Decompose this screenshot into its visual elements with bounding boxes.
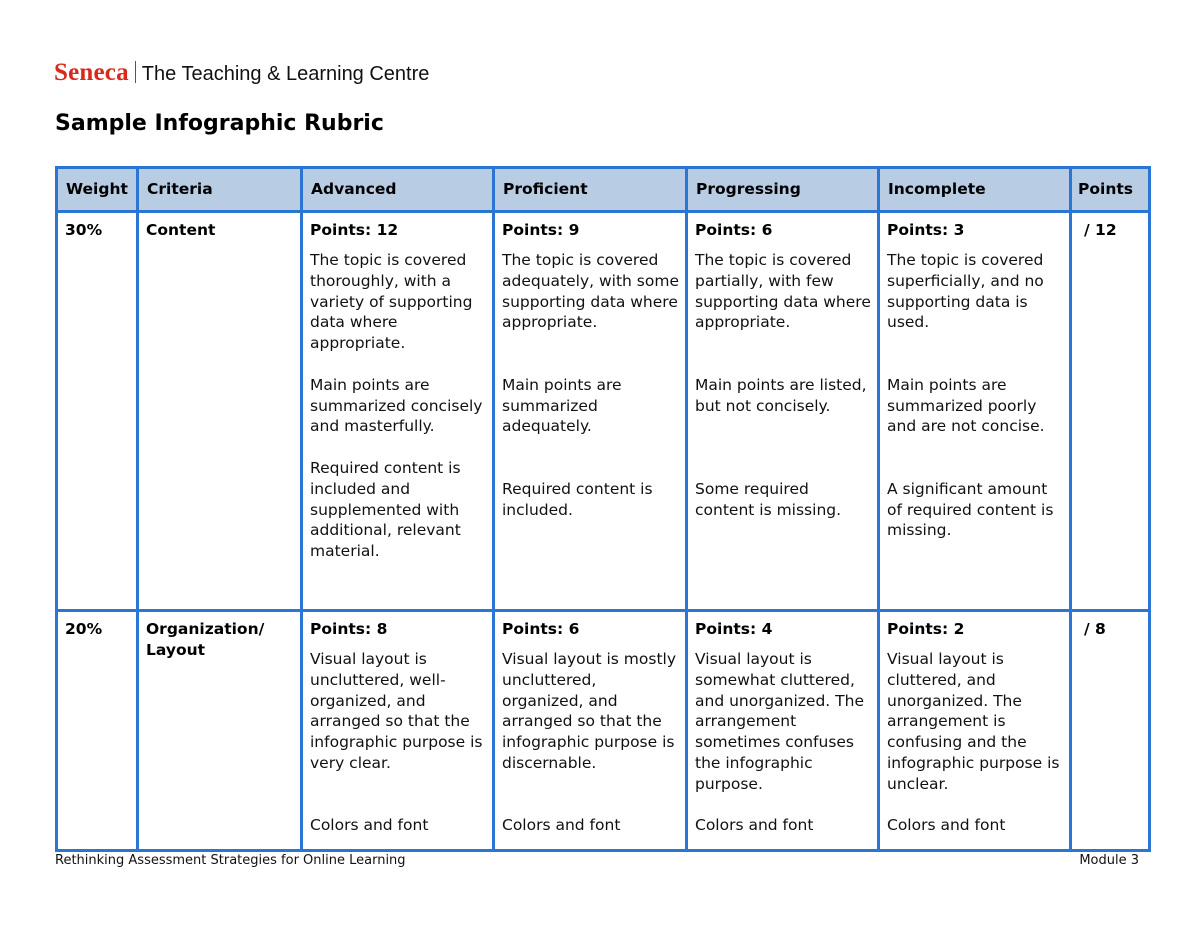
level-points: Points: 3 xyxy=(887,221,965,239)
descriptor-text: Visual layout is uncluttered, well-organized, and arranged so that the infographic purpose is very clear. xyxy=(310,650,483,772)
descriptor-text: Colors and font xyxy=(887,816,1006,835)
descriptor-text: Main points are listed, but not concisely. xyxy=(695,375,867,415)
level-description xyxy=(887,649,1063,836)
descriptor-text: Main points are summarized concisely and masterfully. xyxy=(310,375,483,436)
level-points: Points: 12 xyxy=(310,221,399,239)
column-header-weight: Weight xyxy=(57,168,138,212)
descriptor-text: The topic is covered adequately, with some supporting data where appropriate. xyxy=(502,251,679,332)
descriptor-text: Visual layout is mostly uncluttered, organized, and arranged so that the infographic purpose is discernable. xyxy=(502,650,677,772)
descriptor-text: Visual layout is somewhat cluttered, and unorganized. The arrangement sometimes confuses the infographic purpose. xyxy=(695,650,864,793)
level-description xyxy=(695,649,871,836)
descriptor-text: Main points are summarized adequately. xyxy=(502,375,622,436)
seneca-logo: Seneca xyxy=(54,59,129,86)
descriptor-text: Required content is included. xyxy=(502,479,653,519)
level-cell-progressing xyxy=(687,611,879,851)
descriptor-text: The topic is covered superficially, and no supporting data is used. xyxy=(887,251,1044,332)
footer-module-label: Module 3 xyxy=(1079,853,1139,868)
points-total-cell: / 12 xyxy=(1071,212,1150,611)
descriptor-text: Colors and font xyxy=(502,816,621,835)
level-cell-incomplete xyxy=(879,611,1071,851)
criteria-cell: Content xyxy=(138,212,302,611)
level-points: Points: 8 xyxy=(310,620,388,638)
level-description xyxy=(310,649,486,836)
descriptor-text: The topic is covered partially, with few supporting data where appropriate. xyxy=(695,251,871,332)
column-header-criteria: Criteria xyxy=(138,168,302,212)
points-total-cell: / 8 xyxy=(1071,611,1150,851)
column-header-proficient: Proficient xyxy=(494,168,687,212)
descriptor-text: Required content is included and supplemented with additional, relevant material. xyxy=(310,458,461,561)
descriptor-text: Some required content is missing. xyxy=(695,479,842,519)
level-description xyxy=(502,649,679,836)
page-title: Sample Infographic Rubric xyxy=(55,111,384,136)
footer-course-title: Rethinking Assessment Strategies for Online Learning xyxy=(55,853,406,868)
level-cell-advanced xyxy=(302,212,494,611)
level-description xyxy=(887,250,1063,541)
rubric-table xyxy=(55,166,1151,852)
brand-header xyxy=(54,58,429,87)
rubric-row-organization xyxy=(57,611,1150,851)
descriptor-text: A significant amount of required content is missing. xyxy=(887,479,1054,540)
descriptor-text: Visual layout is cluttered, and unorganized. The arrangement is confusing and the infographic purpose is unclear. xyxy=(887,650,1060,793)
rubric-row-content xyxy=(57,212,1150,611)
level-points: Points: 4 xyxy=(695,620,773,638)
weight-cell: 20% xyxy=(57,611,138,851)
centre-name: The Teaching & Learning Centre xyxy=(141,63,430,85)
header-row xyxy=(57,168,1150,212)
descriptor-text: Colors and font xyxy=(695,816,814,835)
descriptor-text: Colors and font xyxy=(310,816,429,835)
level-points: Points: 2 xyxy=(887,620,965,638)
level-cell-proficient xyxy=(494,611,687,851)
level-cell-progressing xyxy=(687,212,879,611)
level-points: Points: 6 xyxy=(695,221,773,239)
descriptor-text: The topic is covered thoroughly, with a variety of supporting data where appropriate. xyxy=(310,251,473,353)
column-header-incomplete: Incomplete xyxy=(879,168,1071,212)
level-description xyxy=(310,250,486,562)
logo-divider xyxy=(135,61,136,83)
level-cell-advanced xyxy=(302,611,494,851)
level-cell-proficient xyxy=(494,212,687,611)
column-header-advanced: Advanced xyxy=(302,168,494,212)
level-cell-incomplete xyxy=(879,212,1071,611)
criteria-cell: Organization/ Layout xyxy=(138,611,302,851)
descriptor-text: Main points are summarized poorly and are not concise. xyxy=(887,375,1045,436)
column-header-points: Points xyxy=(1071,168,1150,212)
level-description xyxy=(695,250,871,520)
column-header-progressing: Progressing xyxy=(687,168,879,212)
weight-cell: 30% xyxy=(57,212,138,611)
level-description xyxy=(502,250,679,520)
level-points: Points: 6 xyxy=(502,620,580,638)
level-points: Points: 9 xyxy=(502,221,580,239)
